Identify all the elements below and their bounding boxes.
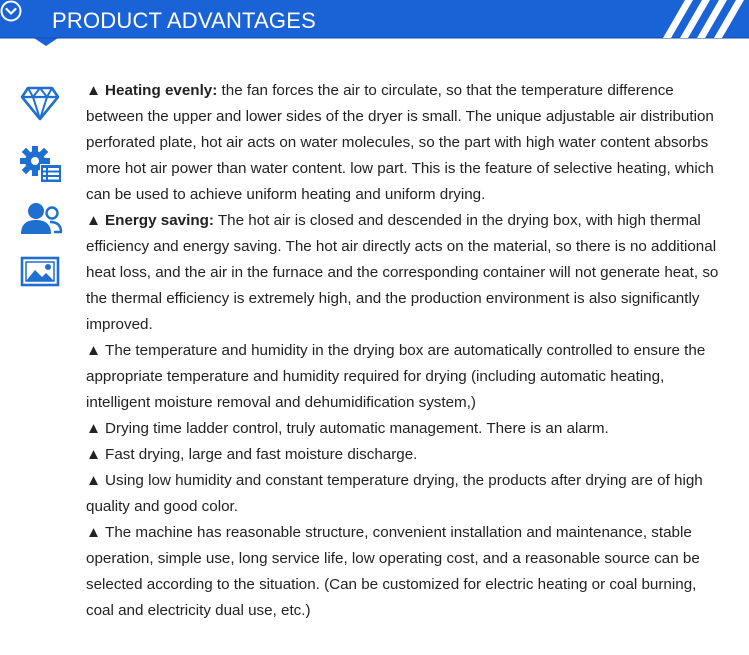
- diamond-icon: [20, 82, 60, 122]
- gear-list-icon: [20, 144, 64, 184]
- chevron-down-circle-icon: [0, 0, 22, 22]
- advantage-paragraph: [86, 468, 726, 520]
- advantage-text: the fan forces the air to circulate, so that the temperature difference between the upper and lower sides of the dryer is small. The unique adjustable air distribution perforated plate, hot air acts on water molecules, so the part with high water content absorbs more hot air power than water content. low part. This is the feature of selective heating, which can be used to achieve uniform heating and uniform drying.: [86, 82, 714, 203]
- advantage-lead: Heating evenly:: [105, 82, 218, 99]
- advantage-paragraph: [86, 338, 726, 416]
- triangle-bullet-icon: ▲: [86, 82, 102, 99]
- advantage-text: Fast drying, large and fast moisture discharge.: [105, 446, 418, 463]
- section-title: PRODUCT ADVANTAGES: [52, 8, 316, 33]
- section-header-banner: [0, 0, 749, 50]
- advantage-text: Drying time ladder control, truly automatic management. There is an alarm.: [105, 420, 609, 437]
- users-icon: [20, 200, 64, 240]
- advantages-text: [86, 78, 726, 624]
- image-icon: [20, 256, 60, 288]
- advantage-text: The temperature and humidity in the drying box are automatically controlled to ensure the appropriate temperature and humidity required for drying (including automatic heating, intelligent moisture removal and dehumidification system,): [86, 342, 706, 411]
- advantage-paragraph: [86, 442, 726, 468]
- triangle-bullet-icon: ▲: [86, 212, 102, 229]
- triangle-bullet-icon: ▲: [86, 342, 102, 359]
- advantage-text: The machine has reasonable structure, convenient installation and maintenance, stable operation, simple use, long service life, low operating cost, and a reasonable source can be selected according to the situation. (Can be customized for electric heating or coal burning, coal and electricity dual use, etc.): [86, 524, 700, 619]
- triangle-bullet-icon: ▲: [86, 420, 102, 437]
- advantage-paragraph: [86, 416, 726, 442]
- advantage-lead: Energy saving:: [105, 212, 214, 229]
- advantage-paragraph: [86, 208, 726, 338]
- advantage-text: The hot air is closed and descended in the drying box, with high thermal efficiency and energy saving. The hot air directly acts on the material, so there is no additional heat loss, and the air in the furnace and the corresponding container will not generate heat, so the thermal efficiency is extremely high, and the production environment is also significantly improved.: [86, 212, 719, 333]
- advantage-paragraph: [86, 78, 726, 208]
- triangle-bullet-icon: ▲: [86, 524, 102, 541]
- advantage-text: Using low humidity and constant temperature drying, the products after drying are of high quality and good color.: [86, 472, 703, 515]
- triangle-bullet-icon: ▲: [86, 472, 102, 489]
- triangle-bullet-icon: ▲: [86, 446, 102, 463]
- advantage-paragraph: [86, 520, 726, 624]
